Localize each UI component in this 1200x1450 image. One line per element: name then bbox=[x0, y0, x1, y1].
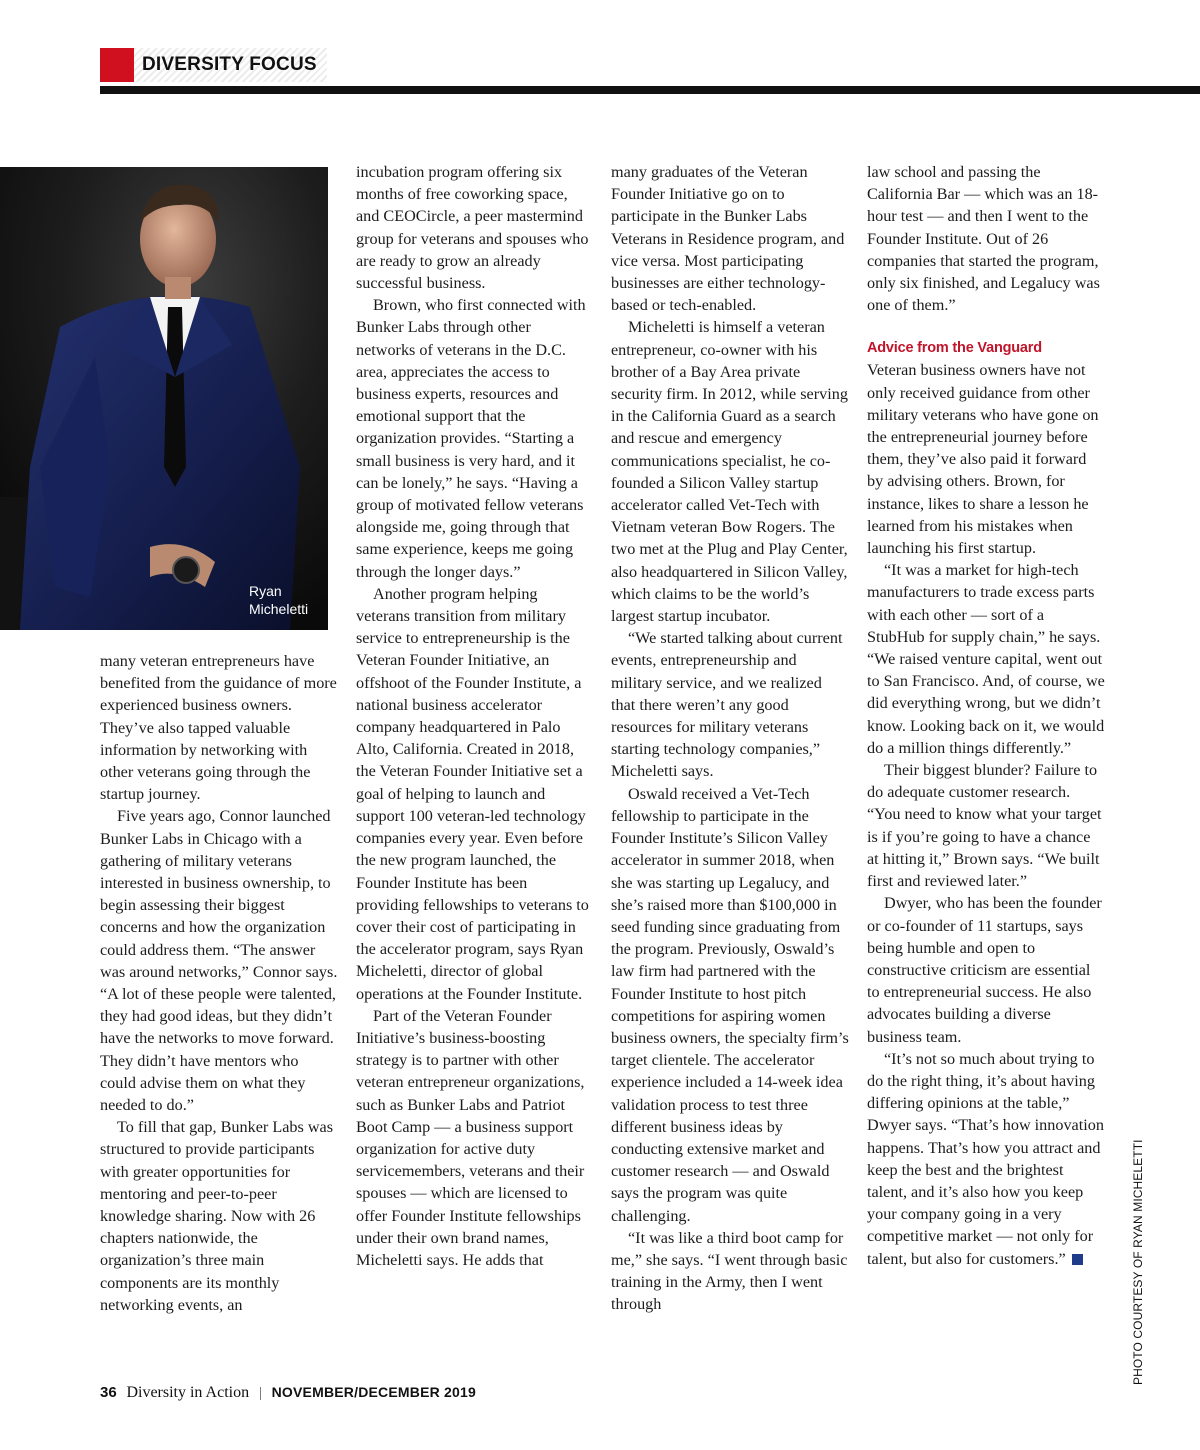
paragraph: Brown, who first connected with Bunker Labs through other networks of veterans in the D.C. area, appreciates the access to business experts, resources and emotional support that the organization provides. “Starting a small business is very hard, and it can be lonely,” he says. “Having a group of motivated fellow veterans alongside me, going through that same experience, keeps me going through the longer days.” bbox=[356, 296, 586, 581]
paragraph: many veteran entrepreneurs have benefited from the guidance of more experienced business owners. They’ve also tapped valuable information by networking with other veterans going through the startup journey. bbox=[100, 652, 337, 804]
paragraph: law school and passing the California Bar — which was an 18-hour test — and then I went to the Founder Institute. Out of 26 companies that started the program, only six finished, and Legalucy was one of them.” bbox=[867, 163, 1100, 315]
paragraph: incubation program offering six months of free coworking space, and CEOCircle, a peer mastermind group for veterans and spouses who are ready to grow an already successful business. bbox=[356, 163, 589, 293]
section-tag-label-wrap bbox=[134, 48, 327, 82]
portrait-illustration bbox=[0, 167, 328, 630]
footer-separator: | bbox=[258, 1385, 262, 1401]
end-mark-icon bbox=[1072, 1254, 1083, 1265]
paragraph: To fill that gap, Bunker Labs was structured to provide participants with greater opportunities for mentoring and peer-to-peer knowledge sharing. Now with 26 chapters nationwide, the organization’s three main components are its monthly networking events, an bbox=[100, 1118, 334, 1314]
article-column-3 bbox=[611, 161, 849, 1316]
paragraph: Another program helping veterans transition from military service to entrepreneurship is the Veteran Founder Initiative, an offshoot of the Founder Institute, a national business accelerator company headquartered in Palo Alto, California. Created in 2018, the Veteran Founder Initiative set a goal of helping to launch and support 100 veteran-led technology companies every year. Even before the new program launched, the Founder Institute has been providing fellowships to veterans to cover their cost of participating in the accelerator program, says Ryan Micheletti, director of global operations at the Founder Institute. bbox=[356, 584, 589, 1003]
section-tag-red-block bbox=[100, 48, 134, 82]
article-column-2 bbox=[356, 161, 594, 1271]
article-column-1 bbox=[100, 650, 338, 1316]
paragraph: Micheletti is himself a veteran entrepreneur, co-owner with his brother of a Bay Area private security firm. In 2012, while serving in the California Guard as a search and rescue and emergency communications specialist, he co-founded a Silicon Valley startup accelerator called Vet-Tech with Vietnam veteran Bow Rogers. The two met at the Plug and Play Center, also headquartered in Silicon Valley, which claims to be the world’s largest startup incubator. bbox=[611, 318, 848, 626]
portrait-photo bbox=[0, 167, 328, 630]
issue-date: NOVEMBER/DECEMBER 2019 bbox=[271, 1384, 476, 1400]
top-rule bbox=[100, 86, 1200, 94]
photo-credit: PHOTO COURTESY OF RYAN MICHELETTI bbox=[1131, 1139, 1145, 1385]
paragraph: “It was a market for high-tech manufacturers to trade excess parts with each other — sort of a StubHub for supply chain,” he says. “We raised venture capital, went out to San Francisco. And, of course, we did everything wrong, but we didn’t know. Looking back on it, we would do a million things differently.” bbox=[867, 561, 1105, 757]
paragraph: Dwyer, who has been the founder or co-founder of 11 startups, says being humble and open to constructive criticism are essential to entrepreneurial success. He also advocates building a diverse business team. bbox=[867, 894, 1102, 1046]
paragraph: “We started talking about current events, entrepreneurship and military service, and we realized that there weren’t any good resources for military veterans starting technology companies,” Micheletti says. bbox=[611, 629, 843, 781]
photo-caption-first: Ryan bbox=[249, 583, 282, 599]
section-tag-label: DIVERSITY FOCUS bbox=[142, 54, 317, 75]
page-number: 36 bbox=[100, 1384, 117, 1401]
paragraph: many graduates of the Veteran Founder Initiative go on to participate in the Bunker Labs Veterans in Residence program, and vice versa. Most participating businesses are either technology-based or tech-enabled. bbox=[611, 163, 845, 315]
paragraph-final bbox=[867, 1048, 1105, 1270]
paragraph: Veteran business owners have not only received guidance from other military veterans who have gone on the entrepreneurial journey before them, they’ve also paid it forward by advising others. Brown, for instance, likes to share a lesson he learned from his mistakes when launching his first startup. bbox=[867, 361, 1099, 558]
photo-caption-last: Micheletti bbox=[249, 601, 309, 617]
paragraph: Oswald received a Vet-Tech fellowship to participate in the Founder Institute’s Silicon Valley accelerator in summer 2018, when she was starting up Legalucy, and she’s raised more than $100,000 in seed funding since graduating from the program. Previously, Oswald’s law firm had partnered with the Founder Institute to host pitch competitions for aspiring women business owners, the specialty firm’s target clientele. The accelerator experience included a 14-week idea validation process to test three different business ideas by conducting extensive market and customer research — and Oswald says the program was quite challenging. bbox=[611, 784, 849, 1225]
paragraph: Part of the Veteran Founder Initiative’s business-boosting strategy is to partner with other veteran entrepreneur organizations, such as Bunker Labs and Patriot Boot Camp — a business support organization for active duty servicemembers, veterans and their spouses — which are licensed to offer Founder Institute fellowships under their own brand names, Micheletti says. He adds that bbox=[356, 1006, 585, 1269]
subhead: Advice from the Vanguard bbox=[867, 340, 1042, 357]
paragraph: Their biggest blunder? Failure to do adequate customer research. “You need to know what your target is if you’re going to have a chance at hitting it,” Brown says. “We built first and reviewed later.” bbox=[867, 761, 1102, 891]
paragraph: Five years ago, Connor launched Bunker Labs in Chicago with a gathering of military veterans interested in business ownership, to begin assessing their biggest concerns and how the organization could address them. “The answer was around networks,” Connor says. “A lot of these people were talented, they had good ideas, but they didn’t have the networks to move forward. They didn’t have mentors who could advise them on what they needed to do.” bbox=[100, 807, 338, 1115]
photo-caption bbox=[249, 582, 308, 618]
paragraph: “It was like a third boot camp for me,” she says. “I went through basic training in the Army, then I went through bbox=[611, 1228, 848, 1314]
magazine-name: Diversity in Action bbox=[126, 1384, 250, 1401]
section-tag bbox=[100, 48, 327, 82]
page-footer bbox=[100, 1384, 476, 1402]
paragraph-final-text: “It’s not so much about trying to do the right thing, it’s about having differing opinions at the table,” Dwyer says. “That’s how innovation happens. That’s how you attract and keep the best and the brightest talent, and it’s also how you keep your company going in a very competitive market — not only for talent, but also for customers.” bbox=[867, 1049, 1104, 1268]
article-column-4 bbox=[867, 161, 1105, 1270]
